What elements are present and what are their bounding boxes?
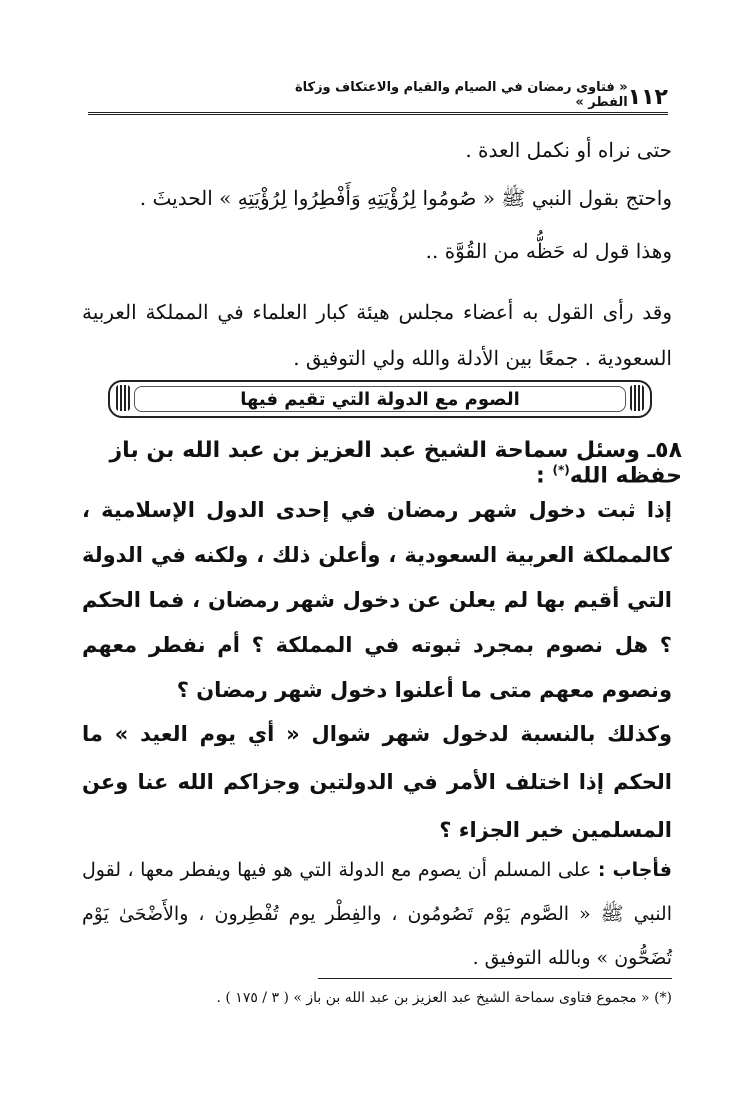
footnote-marker: (*) bbox=[552, 463, 570, 477]
question-heading-suffix: : bbox=[536, 463, 553, 489]
question-body-2: وكذلك بالنسبة لدخول شهر شوال « أي يوم العيد » ما الحكم إذا اختلف الأمر في الدولتين وجزاكم الله عنا وعن المسلمين خير الجزاء ؟ bbox=[82, 722, 672, 842]
paragraph-2: واحتج بقول النبي ﷺ « صُومُوا لِرُؤْيَتِهِ وَأَفْطِرُوا لِرُؤْيَتِهِ » الحديثَ . bbox=[139, 186, 672, 210]
answer-label: فأجاب : bbox=[597, 859, 672, 881]
section-title: الصوم مع الدولة التي تقيم فيها bbox=[240, 388, 520, 410]
answer-text: على المسلم أن يصوم مع الدولة التي هو فيها ويفطر معها ، لقول النبي ﷺ « الصَّوم يَوْم تَصُومُون ، والفِطْر يوم تُفْطِرون ، والأَضْحَىٰ يَوْم تُضَحُّون » وبالله التوفيق . bbox=[82, 859, 672, 969]
question-body: إذا ثبت دخول شهر رمضان في إحدى الدول الإسلامية ، كالمملكة العربية السعودية ، وأعلن ذلك ، ولكنه في الدولة التي أقيم بها لم يعلن عن دخول شهر رمضان ، فما الحكم ؟ هل نصوم بمجرد ثبوته في المملكة ؟ أم نفطر معهم ونصوم معهم متى ما أعلنوا دخول شهر رمضان ؟ bbox=[82, 498, 672, 702]
paragraph-4: وقد رأى القول به أعضاء مجلس هيئة كبار العلماء في المملكة العربية السعودية . جمعًا بين الأدلة والله ولي التوفيق . bbox=[82, 300, 672, 370]
question-heading bbox=[82, 438, 682, 488]
running-header bbox=[88, 82, 668, 115]
paragraph-1: حتى نراه أو نكمل العدة . bbox=[465, 138, 672, 162]
answer bbox=[82, 848, 672, 980]
footnote: (*) « مجموع فتاوى سماحة الشيخ عبد العزيز بن عبد الله بن باز » ( ٣ / ١٧٥ ) . bbox=[216, 990, 672, 1006]
paragraph-3: وهذا قول له حَظُّه من القُوَّة .. bbox=[425, 239, 672, 263]
running-title: « فتاوى رمضان في الصيام والقيام والاعتكاف وزكاة الفطر » bbox=[294, 80, 628, 110]
section-banner bbox=[108, 380, 652, 418]
question-heading-text: ٥٨ـ وسئل سماحة الشيخ عبد العزيز بن عبد الله بن باز حفظه الله bbox=[109, 438, 682, 489]
footnote-divider bbox=[318, 978, 672, 979]
page-number: ١١٢ bbox=[627, 85, 668, 110]
